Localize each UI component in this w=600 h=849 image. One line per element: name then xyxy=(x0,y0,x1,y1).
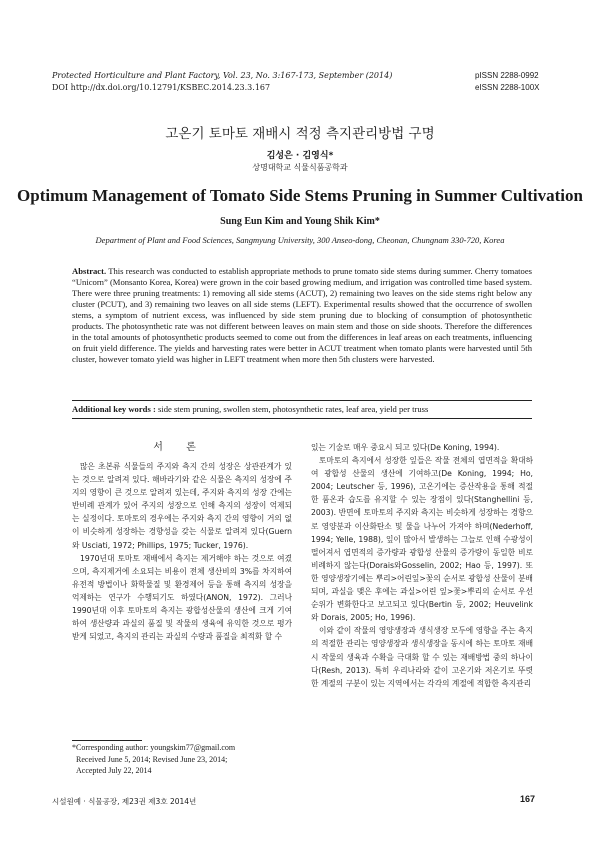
footnote xyxy=(72,742,302,777)
doi-line[interactable]: DOI http://dx.doi.org/10.12791/KSBEC.2014.23.3.167 xyxy=(52,83,271,92)
abstract-label: Abstract. xyxy=(72,266,107,276)
paragraph: 1970년대 토마토 재배에서 측지는 제거해야 하는 것으로 여겼으며, 측지제거에 소요되는 비용이 전체 생산비의 3%를 차지하여 유전적 방법이나 화학물질 및 환경제어 등을 통해 측지의 성장을 억제하는 연구가 수행되기도 하였다(ANON, 1972). 그러나 1990년대 이후 토마토의 측지는 광합성산물의 생산에 크게 기여하여 생산량과 과실의 품질 및 작물의 생육에 유익한 것으로 평가받게 되었고, 측지의 관리는 과실의 수량과 품질을 최적화 할 수 xyxy=(72,553,292,642)
english-authors: Sung Eun Kim and Young Shik Kim* xyxy=(220,216,380,227)
paragraph: 토마토의 측지에서 성장한 잎들은 작물 전체의 엽면적을 확대하여 광합성 산물의 생산에 기여하고(De Koning, 1994; Ho, 2004; Leutscher 등, 1996), 고온기에는 증산작용을 통해 적절한 품온과 습도를 유지할 수 있는 장점이 있다(Stanghellini 등, 2003). 반면에 토마토의 주지와 측지는 비슷하게 성장하는 경향으로 영양분과 이산화탄소 및 물을 나누어 가져야 하며(Nederhoff, 1994; Yelle, 1988), 잎이 많아서 발생하는 그늘로 인해 수광성이 떨어져서 엽면적의 증가량과 광합성 산물의 증가량이 동일한 비로 비례하지 않는다(Dorais와Gosselin, 2002; Hao 등, 1997). 또한 영양생장기에는 뿌리>어린잎>꽃의 순서로 광합성 산물이 분배되며, 과실을 맺은 후에는 과실>어린 잎>꽃>뿌리의 순서로 우선순위가 변화한다고 보고되고 있다(Bertin 등, 2002; Heuvelink와 Dorais, 2005; Ho, 1996). xyxy=(311,456,533,623)
journal-header xyxy=(52,70,452,94)
korean-title: 고온기 토마토 재배시 적정 측지관리방법 구명 xyxy=(165,126,435,142)
keywords xyxy=(72,404,532,414)
paragraph: 많은 초본류 식물들의 주지와 측지 간의 성장은 상관관계가 있는 것으로 알려져 있다. 해바라기와 같은 식물은 측지의 성장에 주지의 영향이 큰 것으로 알려져 있는데, 주지와 측지의 성장 간에는 반비례 관계가 있어 주지의 성장으로 인해 측지의 성장이 억제되는 실정이다. 토마토의 경우에는 주지와 측지 간의 영향이 거의 없이 비슷하게 성장하는 경향성을 갖는 식물로 알려져 있다(Guern와 Usciati, 1972; Phillips, 1975; Tucker, 1976). xyxy=(72,462,292,550)
abstract xyxy=(72,266,532,365)
eissn: eISSN 2288-100X xyxy=(475,83,540,92)
footer-journal: 시설원예 · 식물공장, 제23권 제3호 2014년 xyxy=(52,797,197,806)
paragraph: 이와 같이 작물의 영양생장과 생식생장 모두에 영향을 주는 측지의 적절한 관리는 영양생장과 생식생장을 동시에 하는 토마토 재배 시 작물의 생육과 수확을 극대화 할 수 있는 재배방법 중의 하나이다(Resh, 2013). 특히 우리나라와 같이 고온기와 저온기로 뚜렷한 계절의 구분이 있는 지역에서는 각각의 계절에 적합한 측지관리 xyxy=(311,626,533,688)
abstract-text: This research was conducted to establish appropriate methods to prune tomato side stems during summer. Cherry tomatoes “Unicorn” (Monsanto Korea, Korea) were grown in the coir based growing medium, and irrigation was controlled time based system. There were three pruning treatments: 1) removing all side stems (ACUT), 2) remaining two leaves on the side stems right below any cluster (PCUT), and 3) remaining two leaves on all side stems (LEFT). Experimental results showed that the occurrence of swollen stems, a symptom of nutrient excess, was influenced by side stem pruning due to blocking of consumption of photosynthetic products. The photosynthetic rate was not different between leaves on main stem and those on side shoots. Therefore the differences in the total amounts of photosynthetic products seemed to come out from the differences in leaf areas on each treatments, influencing on fruit yield difference. The yields and harvesting rates were better in ACUT treatment when tomato plants were harvested until 5th cluster, however tomato yield was higher in LEFT treatment when more then 5th clusters were harvested. xyxy=(72,266,532,364)
left-column xyxy=(72,460,292,643)
english-affiliation: Department of Plant and Food Sciences, Sangmyung University, 300 Anseo-dong, Cheonan, Chungnam 330-720, Korea xyxy=(95,235,505,245)
korean-affiliation: 상명대학교 식물식품공학과 xyxy=(252,163,348,172)
right-column xyxy=(311,441,533,690)
keywords-text: side stem pruning, swollen stem, photosynthetic rates, leaf area, yield per truss xyxy=(155,404,429,414)
issn-block xyxy=(475,70,540,94)
page-number: 167 xyxy=(520,794,536,804)
footnote-rule xyxy=(72,740,142,741)
section-title-introduction: 서 론 xyxy=(153,442,206,453)
keywords-top-rule xyxy=(72,400,532,401)
keywords-bottom-rule xyxy=(72,418,532,419)
journal-citation: Protected Horticulture and Plant Factory, Vol. 23, No. 3:167-173, September (2014) xyxy=(52,71,393,80)
english-title: Optimum Management of Tomato Side Stems Pruning in Summer Cultivation xyxy=(17,186,583,205)
pissn: pISSN 2288-0992 xyxy=(475,71,539,80)
paragraph: 있는 기술로 매우 중요시 되고 있다(De Koning, 1994). xyxy=(311,443,500,452)
korean-authors: 김성은 · 김영식* xyxy=(266,151,334,161)
keywords-label: Additional key words : xyxy=(72,404,156,414)
accepted-date: Accepted July 22, 2014 xyxy=(76,766,152,775)
received-date: Received June 5, 2014; Revised June 23, 2014; xyxy=(76,754,228,764)
corresponding-author: *Corresponding author: youngskim77@gmail.com xyxy=(72,743,236,752)
